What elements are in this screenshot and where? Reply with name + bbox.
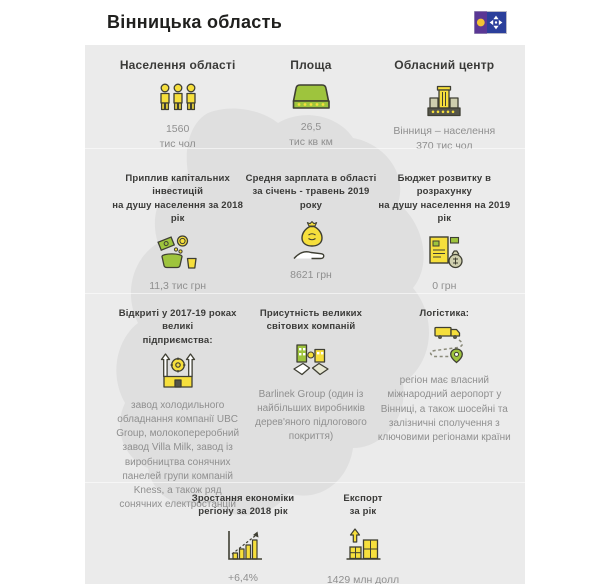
global-companies-icon xyxy=(288,340,334,378)
stat-global-companies-description: Barlinek Group (один із найбільших виробників дерев'яного підлогового покриття) xyxy=(255,388,367,443)
economy-growth-icon xyxy=(221,527,265,565)
stat-area-label: Площа xyxy=(290,58,332,72)
stat-average-salary xyxy=(244,172,377,293)
logistics-icon xyxy=(421,324,467,366)
infographic-body xyxy=(85,45,525,584)
stat-new-enterprises-description: завод холодильного обладнання компанії UBC Group, молокопереробний завод Villa Milk, завод із виробництва сонячних панелей групи компаній Kness, а також ряд сонячних електростанцій xyxy=(116,399,240,511)
stat-development-budget-label: Бюджет розвитку в розрахунку на душу населення на 2019 рік xyxy=(378,173,511,224)
stat-new-enterprises-label: Відкриті у 2017-19 роках великі підприємства: xyxy=(118,308,237,346)
budget-icon xyxy=(422,233,466,273)
land-area-icon xyxy=(289,82,333,114)
investment-icon xyxy=(155,233,201,273)
oblast-infographic-card xyxy=(85,0,525,584)
stat-capital-investment-value: 11,3 тис грн xyxy=(149,280,207,293)
stat-logistics-description: регіон має власний міжнародний аеропорт у Вінниці, а також шосейні та залізничні сполучення з ключовими регіонами країни xyxy=(377,375,511,444)
stat-average-salary-label: Средня зарплата в області за січень - травень 2019 року xyxy=(245,173,377,211)
people-icon xyxy=(157,82,199,116)
stats-row-basic xyxy=(85,45,525,153)
stat-average-salary-value: 8621 грн xyxy=(290,268,332,281)
stat-oblast-center xyxy=(378,58,511,153)
export-icon xyxy=(341,527,385,567)
stat-population-label: Населення області xyxy=(119,58,236,72)
stats-row-economy xyxy=(85,482,525,584)
stat-capital-investment xyxy=(111,172,244,293)
stat-development-budget xyxy=(378,172,511,293)
page-title: Вінницька область xyxy=(107,12,283,32)
stat-logistics xyxy=(378,307,511,482)
stat-new-enterprises xyxy=(111,307,244,511)
stat-capital-investment-label: Приплив капітальних інвестицій на душу населення за 2018 рік xyxy=(112,173,244,224)
stat-development-budget-value: 0 грн xyxy=(432,280,457,293)
stat-economy-growth-value: +6,4% xyxy=(227,571,259,584)
vinnytsia-oblast-flag-icon xyxy=(474,11,507,34)
stat-global-companies xyxy=(244,307,377,482)
stat-export xyxy=(304,492,422,584)
stat-oblast-center-value: Вінниця – населення 370 тис чол xyxy=(393,124,496,153)
city-building-icon xyxy=(422,82,466,118)
factory-icon xyxy=(155,352,201,390)
stat-area xyxy=(244,58,377,148)
stat-population xyxy=(111,58,244,151)
stat-export-label: Експорт за рік xyxy=(343,493,383,518)
stats-row-money xyxy=(85,148,525,293)
stat-economy-growth xyxy=(184,492,302,584)
stat-area-value: 26,5 тис кв км xyxy=(289,120,333,149)
stat-economy-growth-label: Зростання економіки регіону за 2018 рік xyxy=(191,493,295,518)
stat-population-value: 1560 тис чол xyxy=(159,122,196,151)
stat-global-companies-label: Присутність великих світових компаній xyxy=(259,308,363,333)
salary-icon xyxy=(289,221,333,261)
stat-oblast-center-label: Обласний центр xyxy=(394,58,495,72)
stat-logistics-label: Логістика: xyxy=(419,308,470,319)
stat-export-value: 1429 млн долл xyxy=(326,573,400,584)
card-header xyxy=(85,0,525,45)
